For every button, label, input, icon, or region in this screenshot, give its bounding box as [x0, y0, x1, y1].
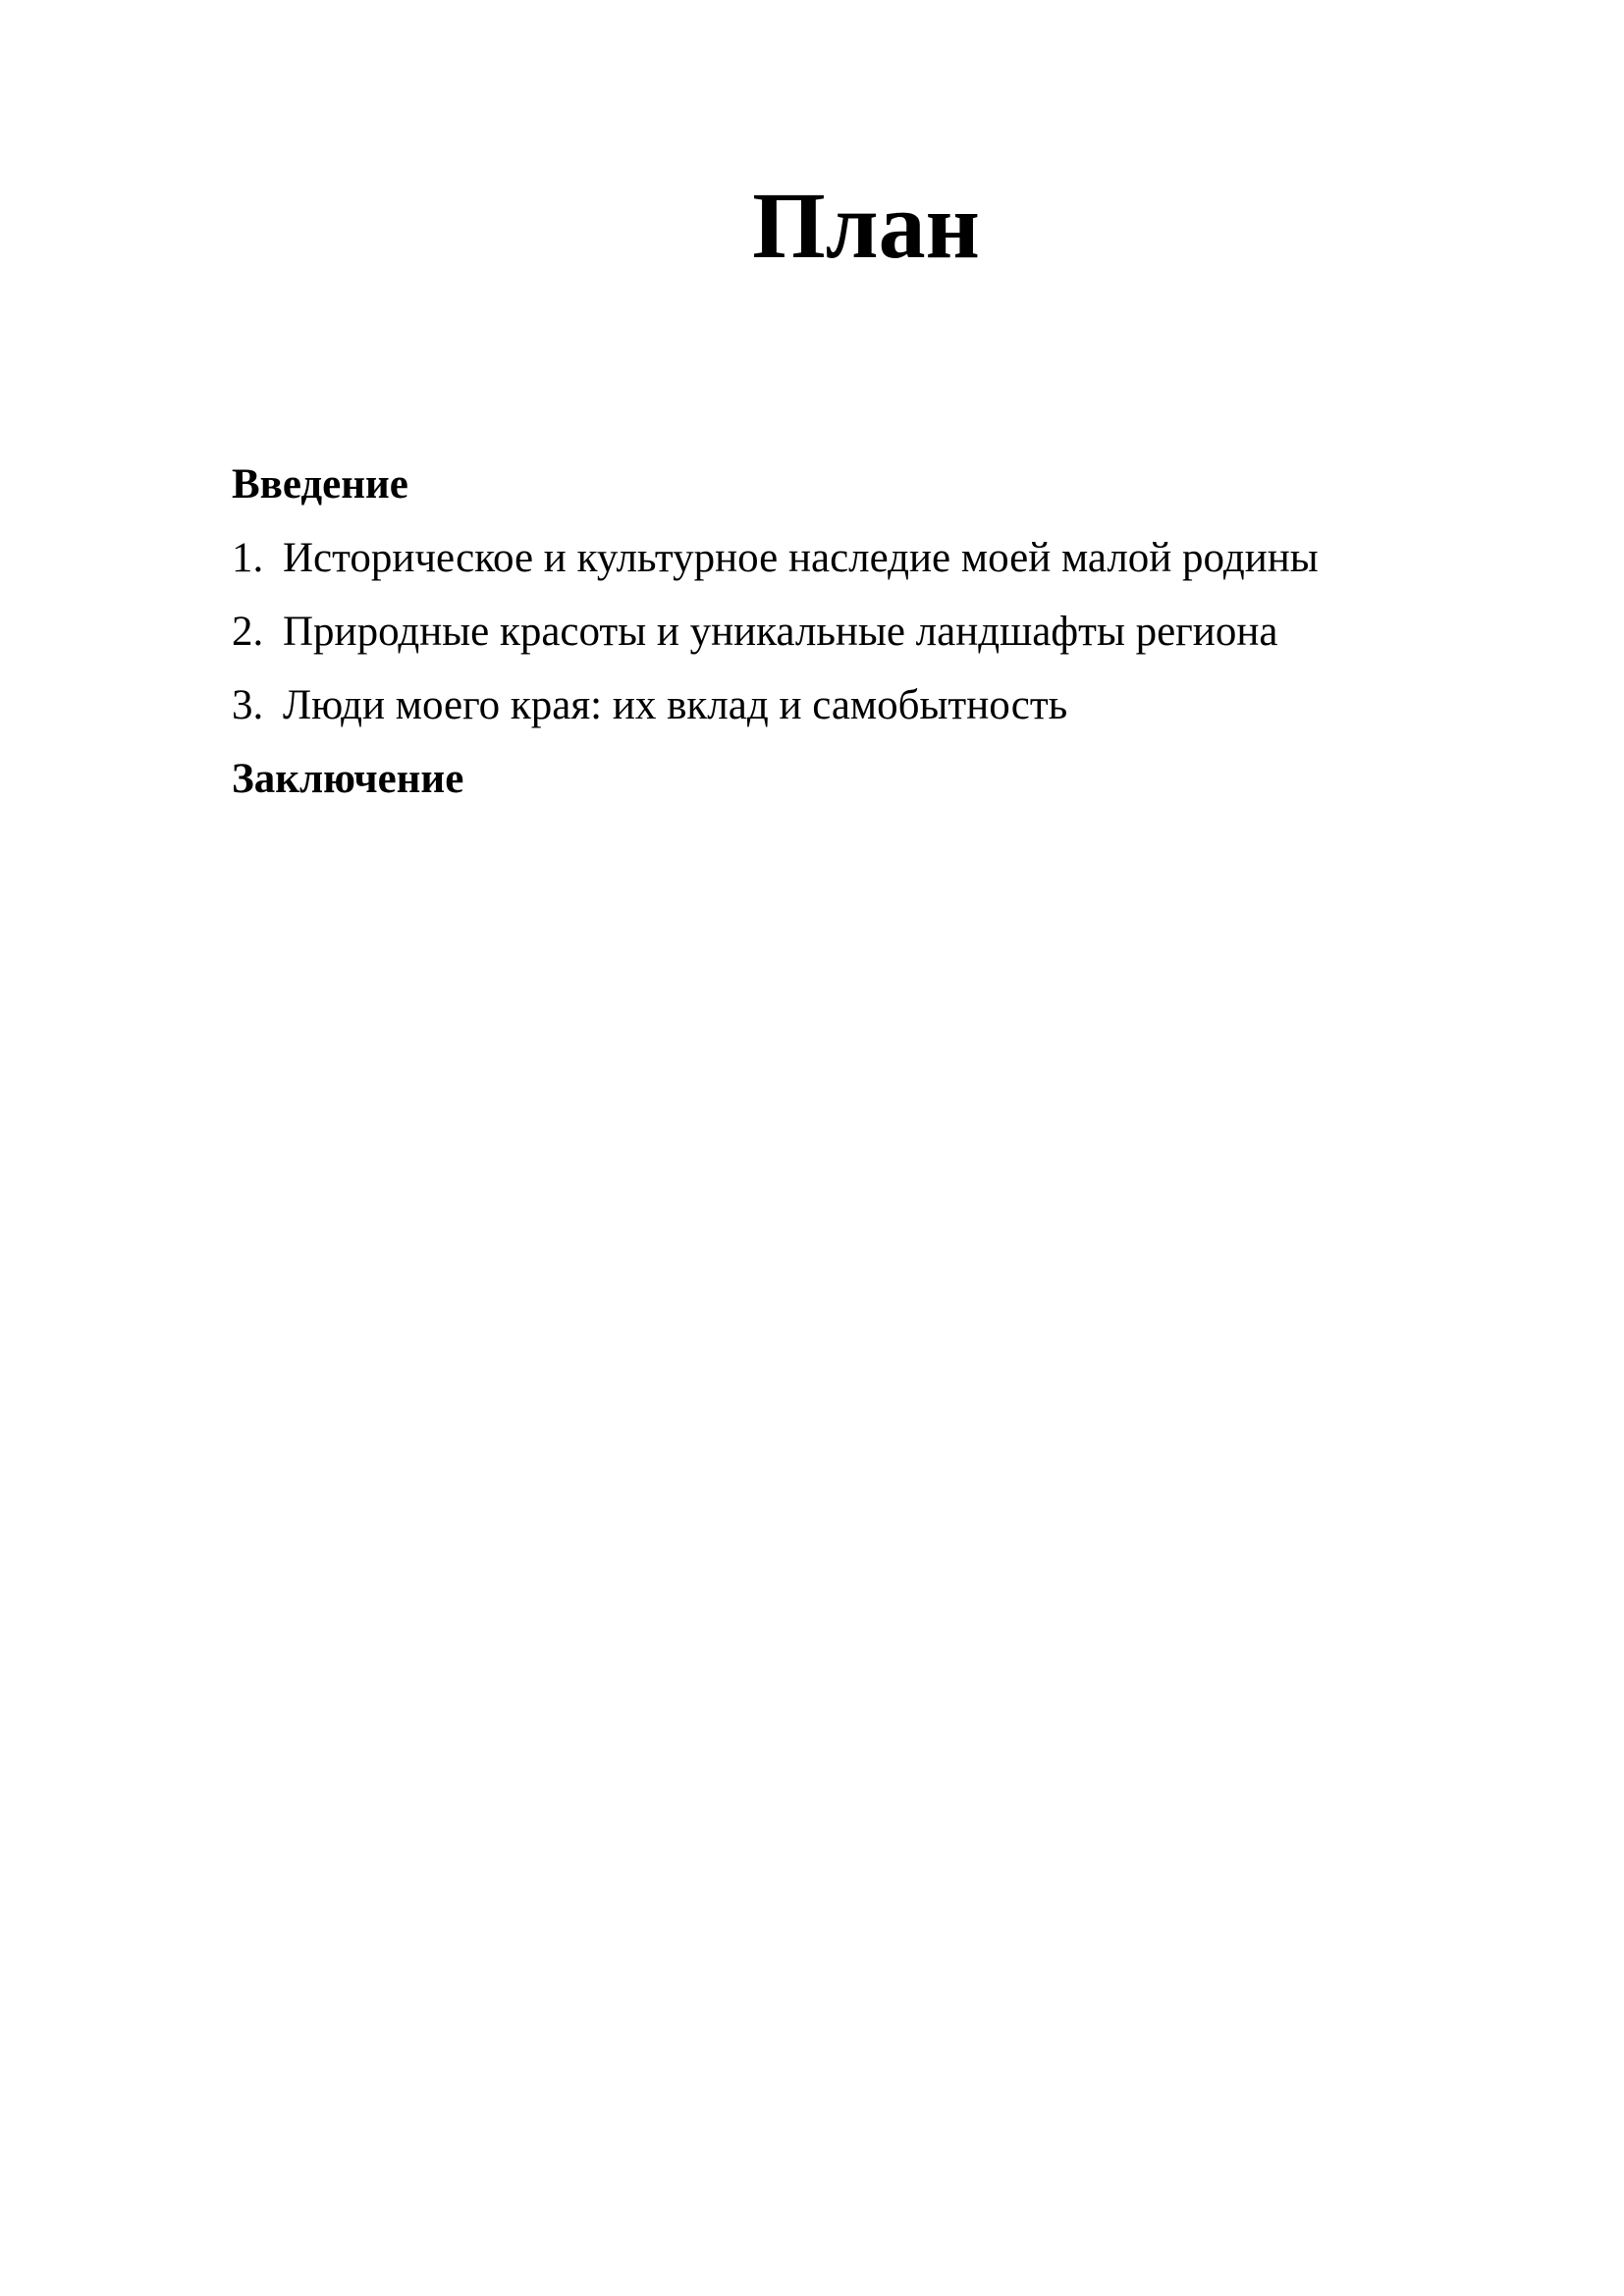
- plan-item: [232, 595, 1508, 668]
- page-title: План: [752, 173, 980, 278]
- plan-item-text: Природные красоты и уникальные ландшафты региона: [283, 609, 1278, 655]
- intro-heading: Введение: [232, 461, 408, 507]
- plan-item-number: 3.: [232, 682, 264, 728]
- plan-item: [232, 521, 1508, 595]
- plan-item-number: 1.: [232, 535, 264, 581]
- plan-item-text: Люди моего края: их вклад и самобытность: [283, 682, 1068, 728]
- plan-item-number: 2.: [232, 609, 264, 655]
- plan-item-text: Историческое и культурное наследие моей малой родины: [283, 535, 1319, 581]
- plan-list: [232, 448, 1508, 816]
- conclusion-heading: Заключение: [232, 756, 464, 802]
- plan-item: [232, 668, 1508, 742]
